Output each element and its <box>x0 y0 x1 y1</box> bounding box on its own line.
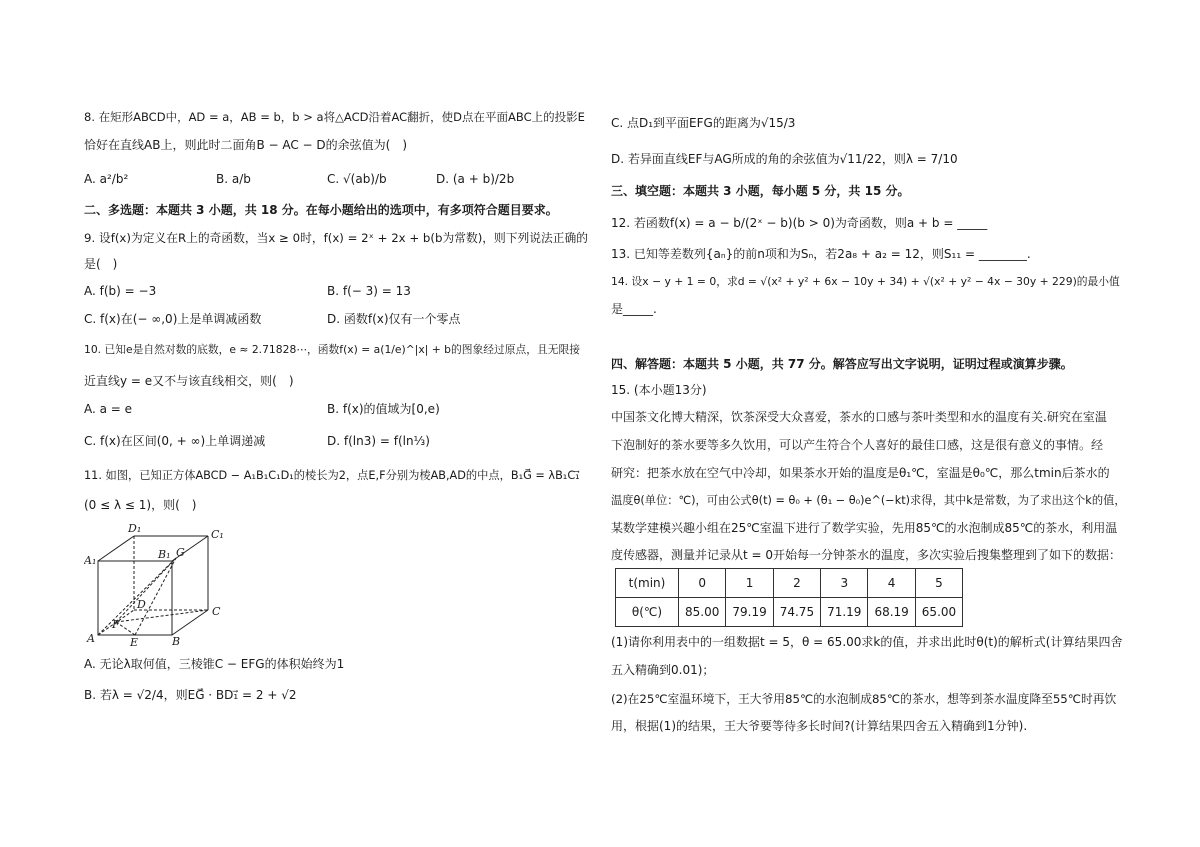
label-e: E <box>130 636 139 646</box>
label-c1: C₁ <box>211 528 224 541</box>
table-row <box>616 569 963 598</box>
table-cell: 79.19 <box>726 598 773 627</box>
q15-part2-line2: 用，根据(1)的结果，王大爷要等待多长时间?(计算结果四舍五入精确到1分钟). <box>611 719 1028 733</box>
q9-line1: 9. 设f(x)为定义在R上的奇函数，当x ≥ 0时，f(x) = 2ˣ + 2x + b(b为常数)，则下列说法正确的 <box>84 231 589 245</box>
q8-option-c: C. √(ab)/b <box>327 172 387 186</box>
cube-figure <box>84 522 229 646</box>
q9-option-d: D. 函数f(x)仅有一个零点 <box>327 312 461 326</box>
q15-text-line: 下泡制好的茶水要等多久饮用，可以产生符合个人喜好的最佳口感，这是很有意义的事情。经 <box>611 438 1104 452</box>
section4-heading: 四、解答题：本题共 5 小题，共 77 分。解答应写出文字说明，证明过程或演算步骤。 <box>611 357 1073 371</box>
table-cell: 85.00 <box>679 598 726 627</box>
table-cell: 3 <box>821 569 868 598</box>
label-b1: B₁ <box>158 548 171 561</box>
q11-line1: 11. 如图，已知正方体ABCD − A₁B₁C₁D₁的棱长为2，点E,F分别为棱AB,AD的中点，B₁G⃗ = λB₁C₁⃗ <box>84 469 580 482</box>
q10-line2: 近直线y = e又不与该直线相交，则( ) <box>84 374 294 388</box>
q15-part1-line2: 五入精确到0.01)； <box>611 663 715 677</box>
table-cell: 74.75 <box>773 598 820 627</box>
label-b: B <box>172 635 181 646</box>
q8-option-d: D. (a + b)/2b <box>436 172 515 186</box>
q11-option-a: A. 无论λ取何值，三棱锥C − EFG的体积始终为1 <box>84 657 345 671</box>
q8-line2: 恰好在直线AB上，则此时二面角B − AC − D的余弦值为( ) <box>84 138 408 152</box>
q15-text-line: 研究：把茶水放在空气中冷却，如果茶水开始的温度是θ₁℃，室温是θ₀℃，那么tmin后茶水的 <box>611 466 1110 480</box>
q10-option-b: B. f(x)的值域为[0,e) <box>327 402 440 416</box>
q8-option-a: A. a²/b² <box>84 172 129 186</box>
table-cell: 1 <box>726 569 773 598</box>
q11-line2: (0 ≤ λ ≤ 1)，则( ) <box>84 498 197 512</box>
section2-heading: 二、多选题：本题共 3 小题，共 18 分。在每小题给出的选项中，有多项符合题目要求。 <box>84 203 558 217</box>
q12-text: 12. 若函数f(x) = a − b/(2ˣ − b)(b > 0)为奇函数，则a + b = _____ <box>611 216 988 230</box>
table-cell: 2 <box>773 569 820 598</box>
q9-line2: 是( ) <box>84 257 118 271</box>
label-a: A <box>87 632 95 645</box>
q11-option-b: B. 若λ = √2/4，则EG⃗ · BD₁⃗ = 2 + √2 <box>84 688 297 702</box>
q11-option-d: D. 若异面直线EF与AG所成的角的余弦值为√11/22，则λ = 7/10 <box>611 152 958 166</box>
label-d: D <box>137 598 146 611</box>
q15-text-line: 温度θ(单位：℃)，可由公式θ(t) = θ₀ + (θ₁ − θ₀)e^(−kt)求得，其中k是常数，为了求出这个k的值， <box>611 494 1126 507</box>
q8-line1: 8. 在矩形ABCD中，AD = a，AB = b，b > a将△ACD沿着AC翻折，使D点在平面ABC上的投影E <box>84 110 585 124</box>
table-cell: 0 <box>679 569 726 598</box>
q15-text-line: 度传感器，测量并记录从t = 0开始每一分钟茶水的温度，多次实验后搜集整理到了如下的数据： <box>611 548 1122 562</box>
table-cell: 65.00 <box>915 598 962 627</box>
label-f: F <box>112 618 120 631</box>
q15-part1-line1: (1)请你利用表中的一组数据t = 5，θ = 65.00求k的值，并求出此时θ(t)的解析式(计算结果四舍 <box>611 635 1123 649</box>
table-row <box>616 598 963 627</box>
q14-line2: 是_____. <box>611 302 657 316</box>
q9-option-a: A. f(b) = −3 <box>84 284 157 298</box>
table-cell: 5 <box>915 569 962 598</box>
q14-line1: 14. 设x − y + 1 = 0，求d = √(x² + y² + 6x − 10y + 34) + √(x² + y² − 4x − 30y + 229)的最小值 <box>611 275 1120 288</box>
q15-text-line: 中国茶文化博大精深，饮茶深受大众喜爱，茶水的口感与茶叶类型和水的温度有关.研究在室温 <box>611 410 1107 424</box>
q11-option-c: C. 点D₁到平面EFG的距离为√15/3 <box>611 116 796 130</box>
q9-option-b: B. f(− 3) = 13 <box>327 284 411 298</box>
q15-heading: 15. (本小题13分) <box>611 383 707 397</box>
q10-line1: 10. 已知e是自然对数的底数，e ≈ 2.71828⋯，函数f(x) = a(1/e)^|x| + b的图象经过原点，且无限接 <box>84 343 580 356</box>
q8-option-b: B. a/b <box>216 172 251 186</box>
q13-text: 13. 已知等差数列{aₙ}的前n项和为Sₙ，若2a₈ + a₂ = 12，则S₁₁ = ________. <box>611 247 1031 261</box>
label-g: G <box>176 546 185 559</box>
table-cell: θ(℃) <box>616 598 679 627</box>
table-cell: 4 <box>868 569 915 598</box>
q15-part2-line1: (2)在25℃室温环境下，王大爷用85℃的水泡制成85℃的茶水，想等到茶水温度降至55℃时再饮 <box>611 692 1117 706</box>
temperature-table <box>615 568 963 627</box>
q10-option-c: C. f(x)在区间(0, + ∞)上单调递减 <box>84 434 266 448</box>
label-c: C <box>212 605 221 618</box>
table-cell: 71.19 <box>821 598 868 627</box>
q10-option-d: D. f(ln3) = f(ln⅓) <box>327 434 430 448</box>
table-cell: t(min) <box>616 569 679 598</box>
section3-heading: 三、填空题：本题共 3 小题，每小题 5 分，共 15 分。 <box>611 184 910 198</box>
label-a1: A₁ <box>84 554 97 567</box>
q9-option-c: C. f(x)在(− ∞,0)上是单调减函数 <box>84 312 262 326</box>
q15-text-line: 某数学建模兴趣小组在25℃室温下进行了数学实验，先用85℃的水泡制成85℃的茶水，利用温 <box>611 521 1118 535</box>
table-cell: 68.19 <box>868 598 915 627</box>
q10-option-a: A. a = e <box>84 402 133 416</box>
label-d1: D₁ <box>128 522 142 535</box>
